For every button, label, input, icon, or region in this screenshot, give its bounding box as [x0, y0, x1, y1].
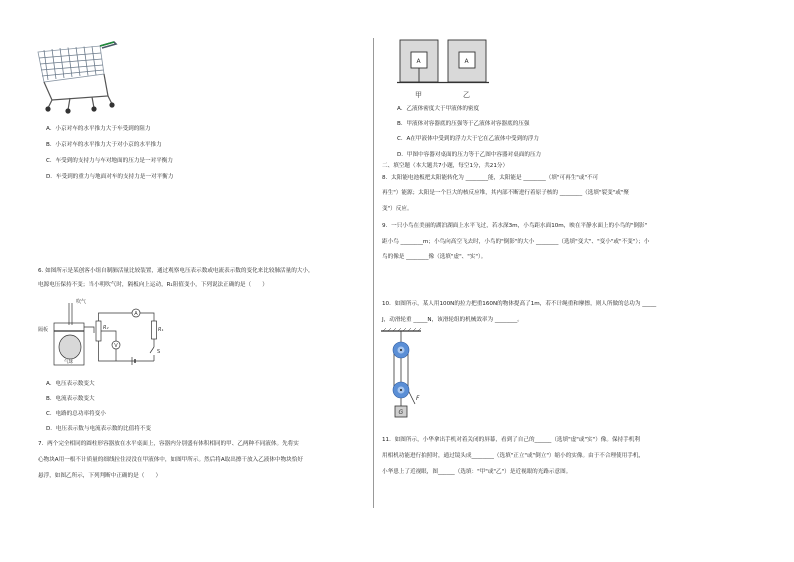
label-jia: 甲	[415, 91, 422, 99]
lung-capacity-circuit-figure	[36, 295, 166, 370]
q7-option-b: B．甲液体对容器底的压强等于乙液体对容器底的压强	[397, 121, 530, 127]
q8-line-3: 变"）反应。	[382, 206, 413, 212]
q5-option-b: B．小京对车的水平推力大于对小京的水平推力	[46, 142, 162, 148]
q7-line-3: 悬浮，如图乙所示，下列判断中正确的是（ ）	[38, 473, 162, 479]
q9-line-1: 9．一只小鸟在美丽的湖泊湖面上水平飞过，若水深3m，小鸟距水面10m，映在平静水面上的小鸟的"倒影"	[382, 223, 648, 229]
label-block-a-yi: A	[464, 58, 469, 65]
shopping-cart-figure	[30, 38, 125, 116]
q5-option-a: A．小京对车的水平推力大于车受到的阻力	[46, 126, 151, 132]
q6-option-d: D．电压表示数与电流表示数的比值将不变	[46, 426, 151, 432]
label-force-f: F	[416, 395, 420, 402]
q7-line-2: 心物块A用一根不计质量的细线拉住浸没在甲液体中，如图甲所示。然后将A取出擦干放入乙液体中物块恰好	[38, 457, 303, 463]
q7-option-c: C．A在甲液体中受到的浮力大于它在乙液体中受到的浮力	[397, 136, 539, 142]
column-divider	[373, 38, 374, 508]
q6-option-c: C．电路的总功率将变小	[46, 411, 106, 417]
label-voltmeter: V	[114, 343, 118, 349]
label-block-a-jia: A	[416, 58, 421, 65]
two-containers-figure	[397, 38, 507, 100]
q7-option-a: A．乙液体密度大于甲液体的密度	[397, 106, 480, 112]
q9-line-3: 鸟的像是 ________像（选填"虚"、"实"）。	[382, 254, 487, 260]
label-r1: R₁	[158, 327, 164, 333]
label-weight-g: G	[398, 409, 404, 416]
label-switch: S	[157, 349, 161, 355]
q6-line-1: 6. 如图所示是某创客小组自制肺活量比较装置，通过观察电压表示数或电流表示数的变化来比较肺活量的大小，	[38, 268, 314, 274]
q10-line-2: J，动滑轮重 _____N，该滑轮组的机械效率为 ________。	[382, 317, 523, 323]
q11-line-3: 小华患上了近视眼，图______（选填："甲"或"乙"）是近视眼的光路示意图。	[382, 469, 572, 475]
q6-line-2: 电源电压保持不变；当小明吹气时，隔板向上运动，R₁阻值变小，下列说法正确的是（ ）	[38, 282, 268, 288]
pulley-system-figure	[379, 328, 424, 420]
label-ammeter: A	[134, 311, 138, 317]
q6-option-b: B．电流表示数变大	[46, 396, 95, 402]
q11-line-1: 11．如图所示，小华拿出手机对着关闭的屏幕，看到了自己的______（选填"虚"或"实"）像。保持手机利	[382, 437, 640, 443]
label-r2: R₂	[103, 325, 109, 331]
q7-option-d: D．甲图中容器对桌面的压力等于乙图中容器对桌面的压力	[397, 152, 542, 158]
q7-line-1: 7．两个完全相同的圆柱形容器放在水平桌面上，容器内分别盛有体积相同的甲、乙两种不同液体。先将实	[38, 441, 299, 447]
label-yi: 乙	[463, 91, 470, 99]
q9-line-2: 距小鸟 ________m；小鸟向高空飞去时，小鸟的"倒影"的大小 ________（选填"变大"、"变小"或"不变"）；小	[382, 239, 650, 245]
q11-line-2: 用相机功能进行拍照时，通过镜头成________（选填"正立"或"倒立"）缩小的实像。由于不合理使用手机，	[382, 453, 645, 459]
label-blow: 吹气	[76, 299, 87, 305]
q8-line-1: 8．太阳能电池板把太阳能转化为 ________能，太阳能是 ________（填"可再生"或"不可	[382, 175, 599, 181]
q5-option-c: C．车受到的支持力与车对地面的压力是一对平衡力	[46, 158, 173, 164]
q6-option-a: A．电压表示数变大	[46, 381, 95, 387]
label-balloon: 气球	[64, 360, 73, 365]
q5-option-d: D．车受到的重力与地面对车的支持力是一对平衡力	[46, 174, 174, 180]
right-column	[382, 0, 794, 562]
section-2-heading: 二、填空题（本大题共7小题，每空1分，共21分）	[382, 163, 509, 169]
q10-line-1: 10．如图所示，某人用100N的拉力把重160N的物体提高了1m，若不计绳重和摩擦，则人所做的总功为 _____	[382, 301, 657, 307]
label-partition: 隔板	[38, 327, 49, 333]
q8-line-2: 再生"）能源；太阳是一个巨大的核反应堆，其内部不断进行着原子核的 ________（选填"裂变"或"聚	[382, 190, 630, 196]
